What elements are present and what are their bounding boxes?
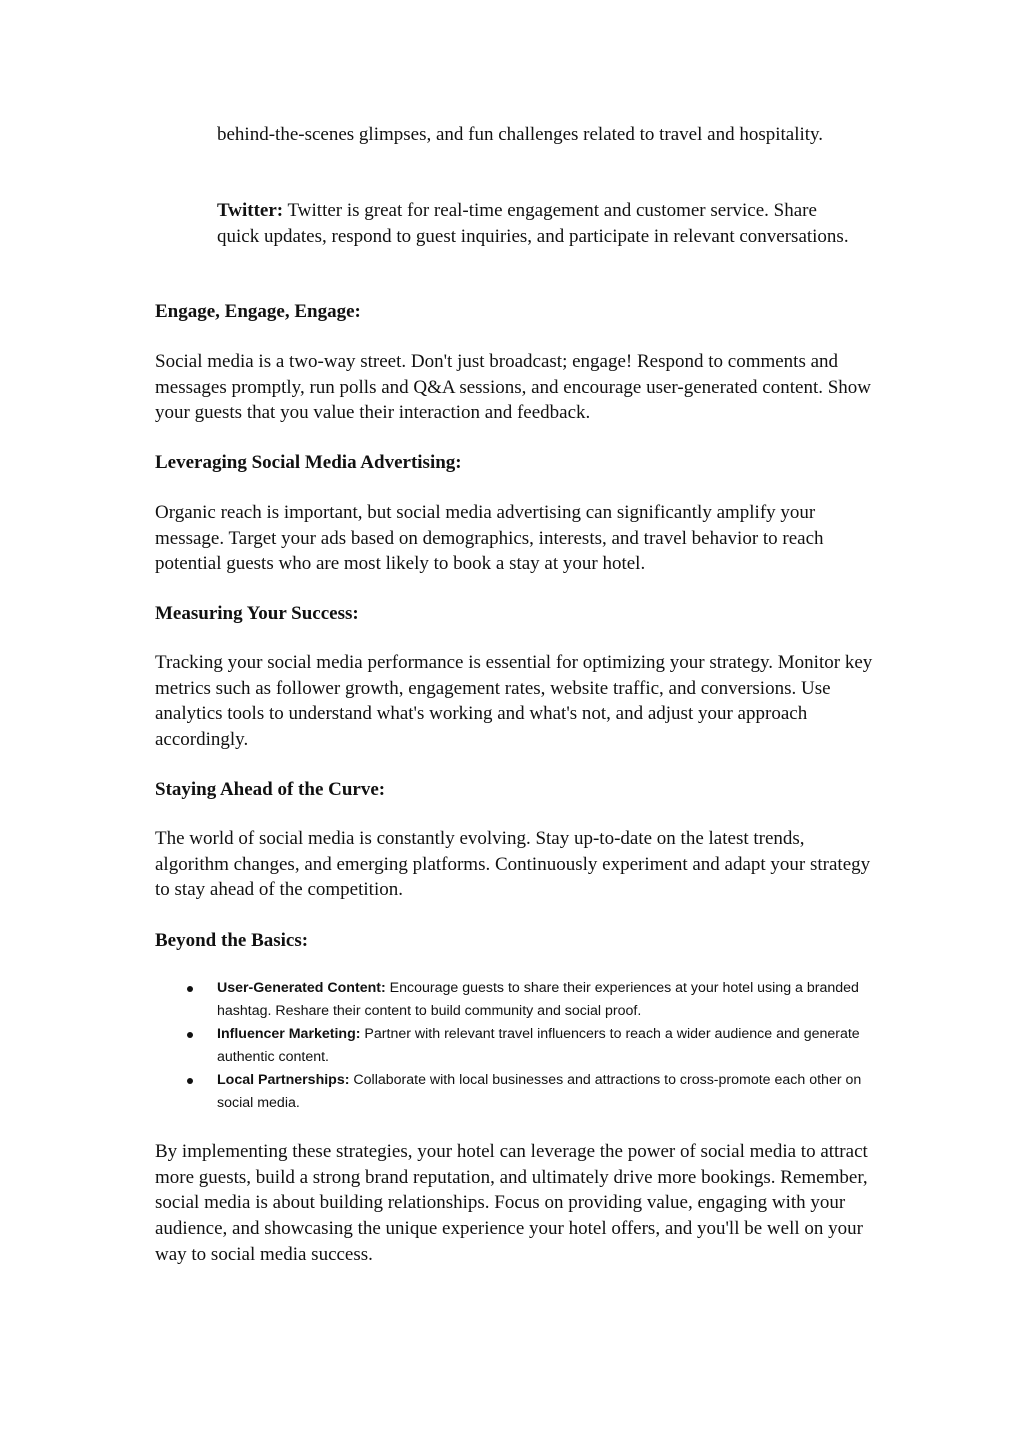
twitter-label: Twitter:	[217, 200, 284, 221]
paragraph-engage: Social media is a two-way street. Don't just broadcast; engage! Respond to comments and messages promptly, run polls and Q&A sessions, and encourage user-generated content. Show your guests that you value their interaction and feedback.	[155, 351, 872, 424]
paragraph-staying-ahead: The world of social media is constantly evolving. Stay up-to-date on the latest trends, algorithm changes, and emerging platforms. Continuously experiment and adapt your strategy to stay ahead of the competition.	[155, 828, 871, 901]
bullet-label: User-Generated Content:	[217, 980, 386, 996]
list-item	[155, 1069, 875, 1114]
heading-engage: Engage, Engage, Engage:	[155, 301, 361, 322]
list-item	[155, 977, 875, 1022]
bullet-icon	[187, 1032, 193, 1038]
bullet-icon	[187, 1078, 193, 1084]
bullet-list	[155, 977, 875, 1115]
paragraph-advertising: Organic reach is important, but social media advertising can significantly amplify your message. Target your ads based on demographics, interests, and travel behavior to reach potential guests who are most likely to book a stay at your hotel.	[155, 502, 824, 575]
conclusion-paragraph: By implementing these strategies, your hotel can leverage the power of social media to attract more guests, build a strong brand reputation, and ultimately drive more bookings. Remember, social media is about building relationships. Focus on providing value, engaging with your audience, and showcasing the unique experience your hotel offers, and you'll be well on your way to social media success.	[155, 1141, 868, 1265]
bullet-text: Collaborate with local businesses and attractions to cross-promote each other on social media.	[217, 1072, 862, 1111]
bullet-label: Influencer Marketing:	[217, 1026, 361, 1042]
bullet-text: Encourage guests to share their experiences at your hotel using a branded hashtag. Reshare their content to build community and social proof.	[217, 980, 859, 1019]
twitter-text: Twitter is great for real-time engagement and customer service. Share quick updates, respond to guest inquiries, and participate in relevant conversations.	[217, 200, 849, 247]
heading-staying-ahead: Staying Ahead of the Curve:	[155, 779, 386, 800]
intro-continuation: behind-the-scenes glimpses, and fun challenges related to travel and hospitality.	[217, 124, 824, 145]
bullet-text: Partner with relevant travel influencers to reach a wider audience and generate authentic content.	[217, 1026, 860, 1065]
bullet-icon	[187, 986, 193, 992]
twitter-paragraph	[217, 198, 857, 249]
heading-beyond-basics: Beyond the Basics:	[155, 930, 309, 951]
heading-measuring: Measuring Your Success:	[155, 603, 359, 624]
paragraph-measuring: Tracking your social media performance is essential for optimizing your strategy. Monitor key metrics such as follower growth, engagement rates, website traffic, and conversions. Use analytics tools to understand what's working and what's not, and adjust your approach accordingly.	[155, 652, 873, 751]
bullet-label: Local Partnerships:	[217, 1072, 350, 1088]
list-item	[155, 1023, 875, 1068]
heading-advertising: Leveraging Social Media Advertising:	[155, 452, 462, 473]
